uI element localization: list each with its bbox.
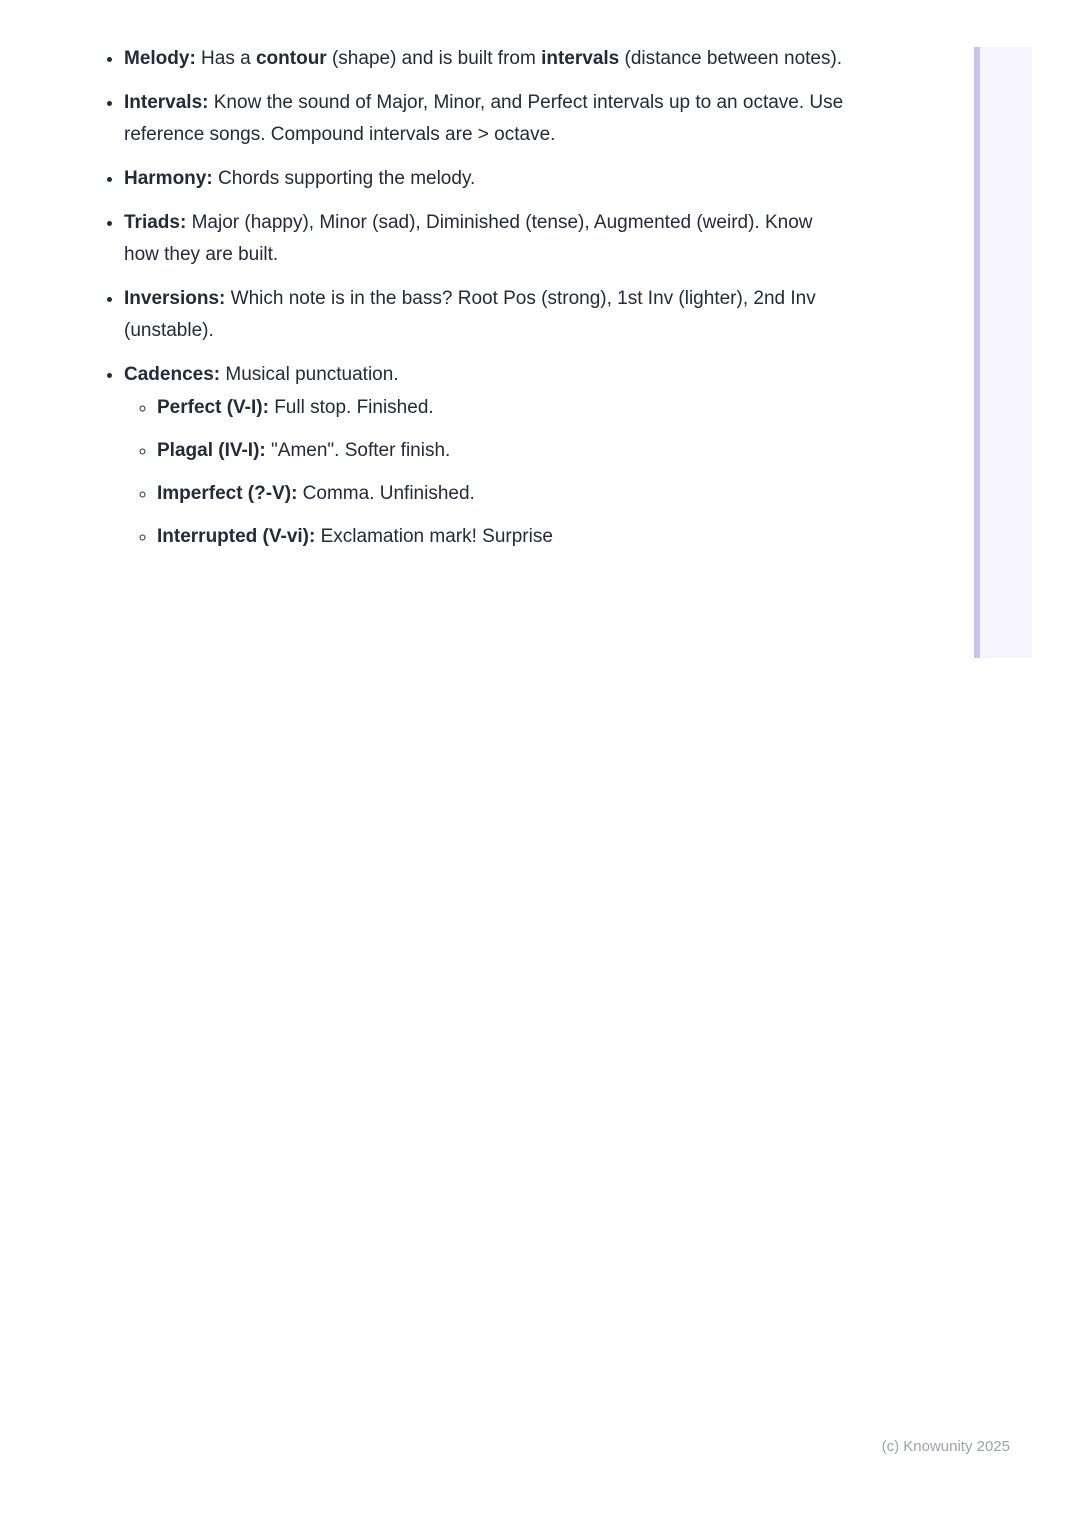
notes-content [0, 43, 844, 565]
body-text: Chords supporting the melody. [212, 168, 476, 189]
list-item [124, 43, 844, 75]
bold-text: Harmony: [124, 168, 213, 189]
bold-text: Inversions: [124, 288, 226, 309]
body-text: Major (happy), Minor (sad), Diminished (tense), Augmented (weird). Know how they are built. [124, 212, 813, 265]
bold-text: Plagal (IV-I): [157, 440, 266, 461]
bold-text: intervals [541, 48, 620, 69]
body-text: "Amen". Softer finish. [265, 440, 451, 461]
footer-copyright: (c) Knowunity 2025 [881, 1438, 1010, 1455]
sub-list [124, 392, 844, 553]
scrollbar-track[interactable] [980, 47, 1032, 658]
sub-list-item [157, 392, 844, 424]
body-text: Has a [195, 48, 256, 69]
bold-text: Intervals: [124, 92, 209, 113]
body-text: Exclamation mark! Surprise [315, 526, 553, 547]
scrollbar[interactable] [974, 47, 1032, 658]
sub-list-item [157, 435, 844, 467]
bold-text: Perfect (V-I): [157, 397, 269, 418]
bold-text: Interrupted (V-vi): [157, 526, 316, 547]
sub-list-item [157, 478, 844, 510]
notes-list [0, 43, 844, 553]
body-text: (shape) and is built from [326, 48, 542, 69]
body-text: Full stop. Finished. [268, 397, 434, 418]
body-text: Comma. Unfinished. [297, 483, 475, 504]
body-text: (distance between notes). [619, 48, 843, 69]
body-text: Which note is in the bass? Root Pos (strong), 1st Inv (lighter), 2nd Inv (unstable). [124, 288, 816, 341]
bold-text: Cadences: [124, 364, 221, 385]
list-item [124, 207, 844, 271]
list-item [124, 359, 844, 553]
bold-text: contour [255, 48, 327, 69]
list-item [124, 283, 844, 347]
bold-text: Triads: [124, 212, 187, 233]
sub-list-item [157, 521, 844, 553]
bold-text: Imperfect (?-V): [157, 483, 298, 504]
list-item [124, 87, 844, 151]
body-text: Musical punctuation. [220, 364, 399, 385]
list-item [124, 163, 844, 195]
body-text: Know the sound of Major, Minor, and Perfect intervals up to an octave. Use reference songs. Compound intervals are > octave. [124, 92, 844, 145]
bold-text: Melody: [124, 48, 196, 69]
